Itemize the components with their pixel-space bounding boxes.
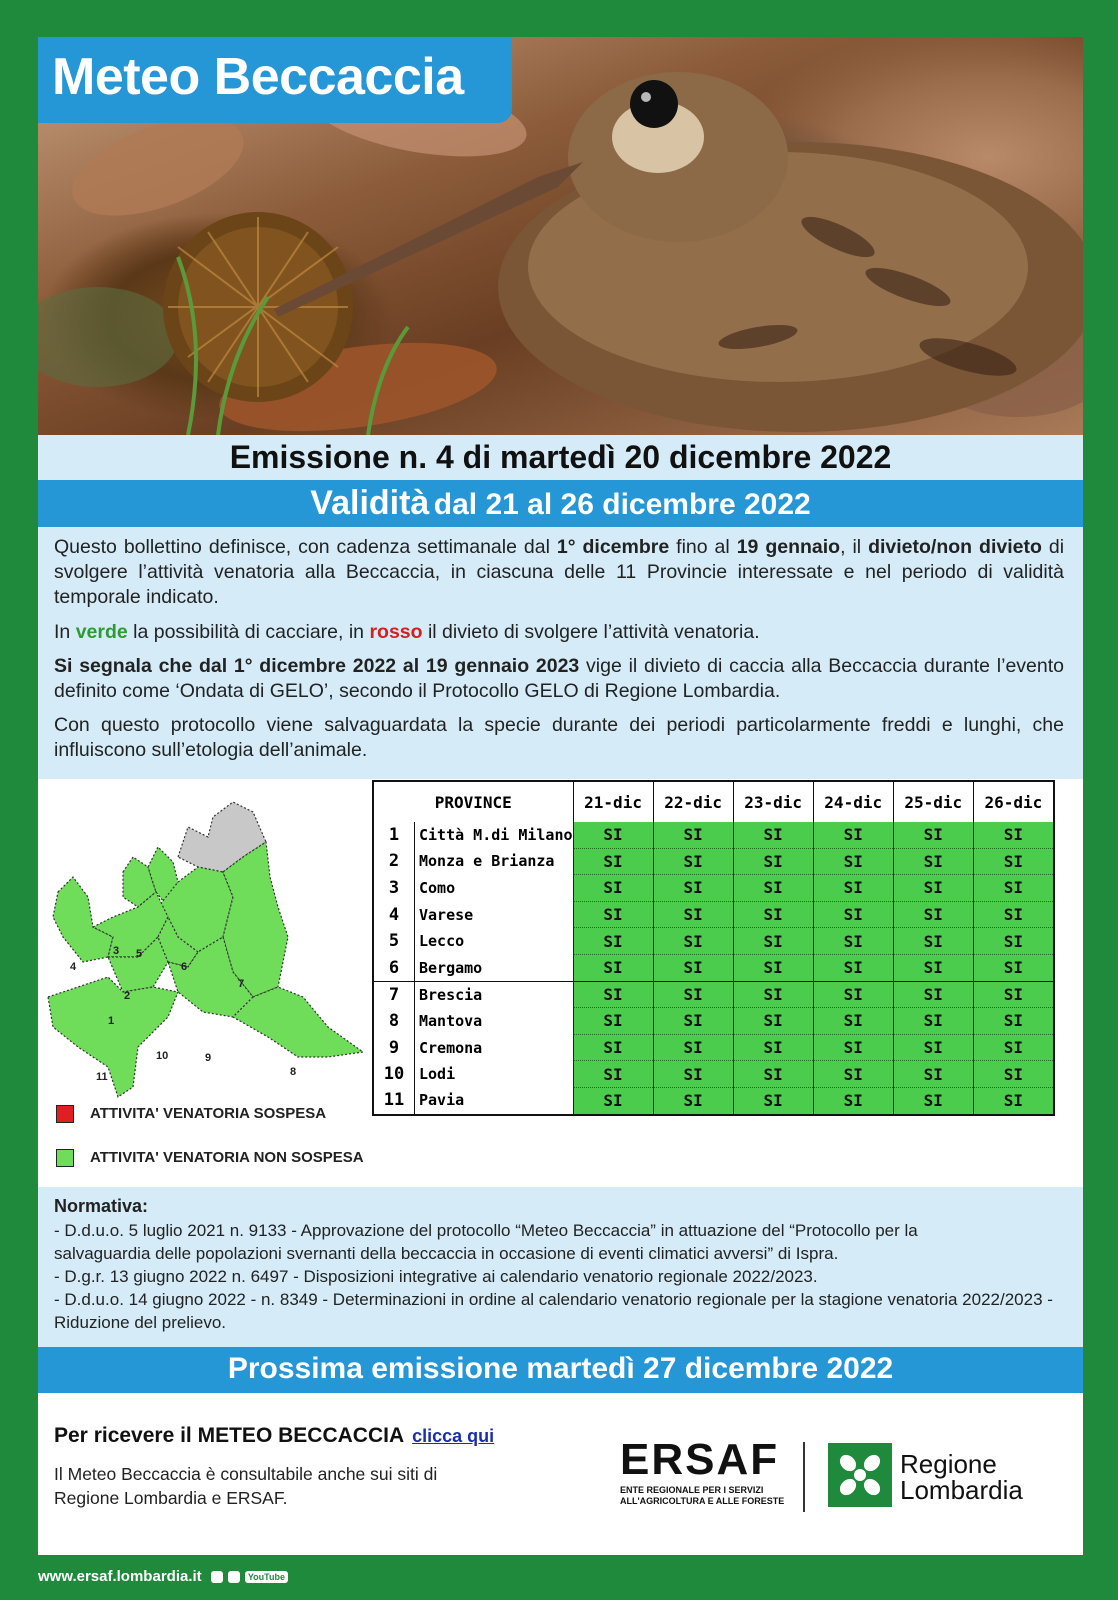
status-cell: SI xyxy=(573,848,653,875)
province-number: 8 xyxy=(373,1008,415,1035)
ersaf-logo xyxy=(620,1435,790,1507)
status-cell: SI xyxy=(893,1034,973,1061)
status-cell: SI xyxy=(573,981,653,1008)
description-section xyxy=(38,527,1083,779)
province-name: Bergamo xyxy=(415,954,574,981)
next-label: Prossima emissione xyxy=(227,1352,518,1385)
regione-text-2: Lombardia xyxy=(900,1475,1023,1505)
status-cell: SI xyxy=(653,848,733,875)
date-header: 25-dic xyxy=(893,781,973,822)
province-number: 11 xyxy=(373,1087,415,1114)
map-label-8: 8 xyxy=(290,1066,297,1078)
status-cell: SI xyxy=(653,1087,733,1114)
status-cell: SI xyxy=(973,1008,1054,1035)
date-header: 21-dic xyxy=(573,781,653,822)
province-number: 6 xyxy=(373,954,415,981)
province-number: 9 xyxy=(373,1034,415,1061)
date-header: 22-dic xyxy=(653,781,733,822)
logo-divider xyxy=(803,1442,805,1512)
province-number: 5 xyxy=(373,928,415,955)
map-label-4: 4 xyxy=(70,961,77,973)
status-cell: SI xyxy=(733,822,813,848)
province-name: Cremona xyxy=(415,1034,574,1061)
description-p3: Si segnala che dal 1° dicembre 2022 al 19 gennaio 2023 vige il divieto di caccia alla Beccaccia durante l’evento definito come ‘Ondata di GELO’, secondo il Protocollo GELO di Regione Lombardia. xyxy=(54,655,1064,702)
date-header: 24-dic xyxy=(813,781,893,822)
table-row xyxy=(373,928,1054,955)
status-cell: SI xyxy=(973,1061,1054,1088)
status-cell: SI xyxy=(893,848,973,875)
status-cell: SI xyxy=(893,981,973,1008)
ersaf-subtitle-1: ENTE REGIONALE PER I SERVIZI xyxy=(620,1485,764,1495)
status-cell: SI xyxy=(813,1087,893,1114)
map-label-7: 7 xyxy=(238,978,245,990)
normativa-title: Normativa: xyxy=(54,1196,149,1216)
province-number: 3 xyxy=(373,875,415,902)
title-banner xyxy=(38,37,512,123)
province-name: Lodi xyxy=(415,1061,574,1088)
table-row xyxy=(373,848,1054,875)
status-cell: SI xyxy=(813,901,893,928)
province-number: 4 xyxy=(373,901,415,928)
legend-green-swatch xyxy=(56,1149,74,1167)
status-cell: SI xyxy=(973,848,1054,875)
map-label-2: 2 xyxy=(124,990,131,1002)
status-cell: SI xyxy=(573,928,653,955)
emission-band xyxy=(38,435,1083,480)
province-name: Mantova xyxy=(415,1008,574,1035)
status-cell: SI xyxy=(653,981,733,1008)
provinces-table xyxy=(372,780,1055,1116)
status-cell: SI xyxy=(653,822,733,848)
status-cell: SI xyxy=(573,1034,653,1061)
status-cell: SI xyxy=(653,1061,733,1088)
regione-text-1: Regione xyxy=(900,1449,997,1479)
status-cell: SI xyxy=(733,1034,813,1061)
status-cell: SI xyxy=(973,875,1054,902)
validity-band xyxy=(38,480,1083,527)
youtube-icon[interactable]: YouTube xyxy=(245,1571,288,1583)
status-cell: SI xyxy=(573,875,653,902)
subscribe-link[interactable]: clicca qui xyxy=(412,1426,495,1446)
status-cell: SI xyxy=(733,875,813,902)
status-cell: SI xyxy=(893,875,973,902)
bottom-bar xyxy=(38,1568,288,1585)
status-cell: SI xyxy=(653,901,733,928)
province-number: 1 xyxy=(373,822,415,848)
status-cell: SI xyxy=(573,901,653,928)
table-row xyxy=(373,981,1054,1008)
status-cell: SI xyxy=(813,1061,893,1088)
legend-suspended: ATTIVITA' VENATORIA SOSPESA xyxy=(56,1105,326,1123)
province-header: PROVINCE xyxy=(373,781,573,822)
status-cell: SI xyxy=(733,1008,813,1035)
status-cell: SI xyxy=(813,875,893,902)
province-name: Monza e Brianza xyxy=(415,848,574,875)
province-number: 7 xyxy=(373,981,415,1008)
page-title: Meteo Beccaccia xyxy=(52,48,464,106)
facebook-icon[interactable] xyxy=(211,1571,223,1583)
status-cell: SI xyxy=(733,981,813,1008)
status-cell: SI xyxy=(813,954,893,981)
info-text: Il Meteo Beccaccia è consultabile anche sui siti di Regione Lombardia e ERSAF. xyxy=(54,1464,438,1508)
province-name: Brescia xyxy=(415,981,574,1008)
status-cell: SI xyxy=(813,1034,893,1061)
status-cell: SI xyxy=(813,822,893,848)
subscribe-line xyxy=(54,1424,494,1448)
status-cell: SI xyxy=(733,928,813,955)
description-p1: Questo bollettino definisce, con cadenza settimanale dal 1° dicembre fino al 19 gennaio, il divieto/non divieto di svolgere l’attività venatoria alla Beccaccia, in ciascuna delle 11 Provincie interessate e nel periodo di validità temporale indicato. xyxy=(54,536,1065,608)
legend-red-swatch xyxy=(56,1105,74,1123)
map-label-10: 10 xyxy=(156,1050,169,1062)
instagram-icon[interactable] xyxy=(228,1571,240,1583)
map-label-5: 5 xyxy=(136,948,143,960)
status-cell: SI xyxy=(973,901,1054,928)
legend-not-suspended: ATTIVITA' VENATORIA NON SOSPESA xyxy=(56,1149,364,1167)
status-cell: SI xyxy=(893,901,973,928)
status-cell: SI xyxy=(893,1061,973,1088)
site-url[interactable]: www.ersaf.lombardia.it xyxy=(38,1568,202,1585)
status-cell: SI xyxy=(893,1008,973,1035)
table-row xyxy=(373,954,1054,981)
status-cell: SI xyxy=(973,954,1054,981)
date-header: 26-dic xyxy=(973,781,1054,822)
regione-emblem-icon xyxy=(828,1443,892,1507)
date-header: 23-dic xyxy=(733,781,813,822)
status-cell: SI xyxy=(973,981,1054,1008)
province-number: 2 xyxy=(373,848,415,875)
table-row xyxy=(373,875,1054,902)
status-cell: SI xyxy=(893,954,973,981)
emission-text: Emissione n. 4 di martedì 20 dicembre 2022 xyxy=(229,439,892,475)
normativa-item-1: - D.d.u.o. 5 luglio 2021 n. 9133 - Approvazione del protocollo “Meteo Beccaccia” in attuazione del “Protocollo per la salvaguardia delle popolazioni svernanti della beccaccia in occasione di eventi climatici avversi” di Ispra. xyxy=(54,1221,918,1263)
description-p4: Con questo protocollo viene salvaguardata la specie durante dei periodi particolarmente freddi e lunghi, che influiscono sull’etologia dell’animale. xyxy=(54,714,1064,761)
normativa-item-3: - D.d.u.o. 14 giugno 2022 - n. 8349 - Determinazioni in ordine al calendario venatorio regionale per la stagione venatoria 2022/2023 - Riduzione del prelievo. xyxy=(54,1290,1053,1332)
validity-label: Validità xyxy=(310,484,430,522)
status-cell: SI xyxy=(653,875,733,902)
status-cell: SI xyxy=(973,1087,1054,1114)
table-row xyxy=(373,1087,1054,1114)
next-date: martedì 27 dicembre 2022 xyxy=(526,1352,894,1385)
status-cell: SI xyxy=(733,848,813,875)
province-number: 10 xyxy=(373,1061,415,1088)
normativa-section xyxy=(38,1187,1083,1347)
status-cell: SI xyxy=(573,1087,653,1114)
bird-eye xyxy=(630,80,678,128)
status-cell: SI xyxy=(573,1008,653,1035)
table-row xyxy=(373,1008,1054,1035)
status-cell: SI xyxy=(813,1008,893,1035)
table-header-row xyxy=(373,781,1054,822)
status-cell: SI xyxy=(893,928,973,955)
status-cell: SI xyxy=(733,954,813,981)
table-row xyxy=(373,1034,1054,1061)
bulletin xyxy=(38,37,1083,1555)
status-cell: SI xyxy=(813,981,893,1008)
woodcock-photo xyxy=(38,37,1083,435)
status-cell: SI xyxy=(733,901,813,928)
status-cell: SI xyxy=(733,1087,813,1114)
status-cell: SI xyxy=(573,1061,653,1088)
normativa-item-2: - D.g.r. 13 giugno 2022 n. 6497 - Disposizioni integrative ai calendario venatorio regionale 2022/2023. xyxy=(54,1267,818,1286)
map-label-1: 1 xyxy=(108,1015,115,1027)
status-cell: SI xyxy=(813,928,893,955)
status-cell: SI xyxy=(973,1034,1054,1061)
validity-range: dal 21 al 26 dicembre 2022 xyxy=(433,488,811,521)
table-row xyxy=(373,822,1054,848)
status-cell: SI xyxy=(733,1061,813,1088)
map-label-6: 6 xyxy=(181,961,188,973)
ersaf-subtitle-2: ALL'AGRICOLTURA E ALLE FORESTE xyxy=(620,1496,785,1506)
province-name: Città M.di Milano xyxy=(415,822,574,848)
description-p2: In verde la possibilità di cacciare, in rosso il divieto di svolgere l’attività venatoria. xyxy=(54,621,760,643)
subscribe-text: Per ricevere il METEO BECCACCIA xyxy=(54,1424,405,1447)
status-cell: SI xyxy=(973,928,1054,955)
table-row xyxy=(373,901,1054,928)
province-name: Lecco xyxy=(415,928,574,955)
map-label-11: 11 xyxy=(96,1071,108,1083)
status-cell: SI xyxy=(893,822,973,848)
status-cell: SI xyxy=(973,822,1054,848)
status-cell: SI xyxy=(573,822,653,848)
status-cell: SI xyxy=(653,1008,733,1035)
map-label-3: 3 xyxy=(113,945,120,957)
table-row xyxy=(373,1061,1054,1088)
status-cell: SI xyxy=(653,1034,733,1061)
province-name: Pavia xyxy=(415,1087,574,1114)
map-label-9: 9 xyxy=(205,1052,212,1064)
status-cell: SI xyxy=(573,954,653,981)
ersaf-wordmark: ERSAF xyxy=(620,1435,780,1484)
status-cell: SI xyxy=(653,928,733,955)
province-name: Como xyxy=(415,875,574,902)
provinces-map xyxy=(38,787,368,1117)
next-emission-band xyxy=(38,1347,1083,1393)
status-cell: SI xyxy=(653,954,733,981)
status-cell: SI xyxy=(813,848,893,875)
province-name: Varese xyxy=(415,901,574,928)
status-cell: SI xyxy=(893,1087,973,1114)
